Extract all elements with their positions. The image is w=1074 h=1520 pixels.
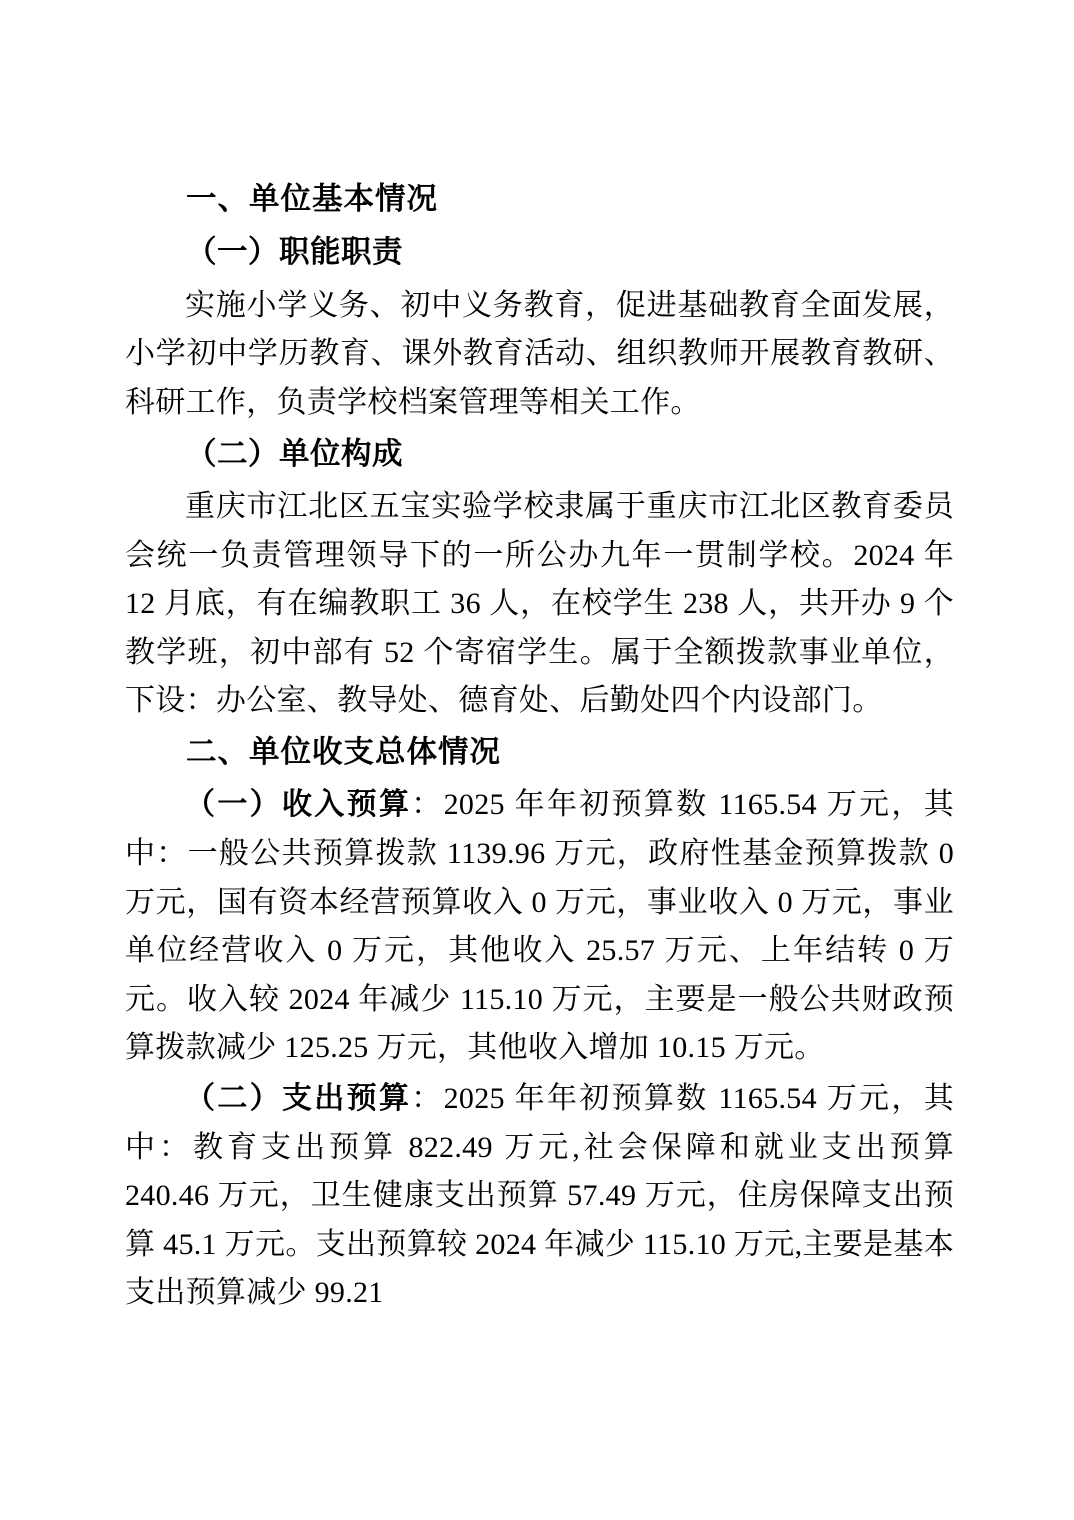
paragraph-income-budget-text: ：2025 年年初预算数 1165.54 万元，其中：一般公共预算拨款 1139.96 万元，政府性基金预算拨款 0 万元，国有资本经营预算收入 0 万元，事业收入 0 万元，事业单位经营收入 0 万元，其他收入 25.57 万元、上年结转 0 万元。收入较 2024 年减少 115.10 万元，主要是一般公共财政预算拨款减少 125.25 万元，其他收入增加 10.15 万元。 [125,788,954,1065]
paragraph-expenditure-budget [125,1075,954,1318]
section-heading-budget-overview: 二、单位收支总体情况 [186,734,501,769]
paragraph-expenditure-budget-lead: （二）支出预算 [185,1081,412,1115]
subsection-heading-composition: （二）单位构成 [186,436,403,471]
paragraph-expenditure-budget-text: ：2025 年年初预算数 1165.54 万元，其中：教育支出预算 822.49 万元,社会保障和就业支出预算 240.46 万元，卫生健康支出预算 57.49 万元，住房保障支出预算 45.1 万元。支出预算较 2024 年减少 115.10 万元,主要是基本支出预算减少 99.21 [125,1081,954,1310]
paragraph-income-budget-lead: （一）收入预算 [185,788,412,822]
paragraph-composition: 重庆市江北区五宝实验学校隶属于重庆市江北区教育委员会统一负责管理领导下的一所公办九年一贯制学校。2024 年 12 月底，有在编教职工 36 人，在校学生 238 人，共开办 9 个教学班，初中部有 52 个寄宿学生。属于全额拨款事业单位，下设：办公室、教导处、德育处、后勤处四个内设部门。 [125,490,954,718]
paragraph-income-budget [125,781,954,1073]
paragraph-duties: 实施小学义务、初中义务教育，促进基础教育全面发展，小学初中学历教育、课外教育活动、组织教师开展教育教研、科研工作，负责学校档案管理等相关工作。 [125,288,954,419]
document-body [125,175,954,1318]
subsection-heading-duties: （一）职能职责 [186,235,403,270]
section-heading-unit-basics: 一、单位基本情况 [186,182,438,216]
